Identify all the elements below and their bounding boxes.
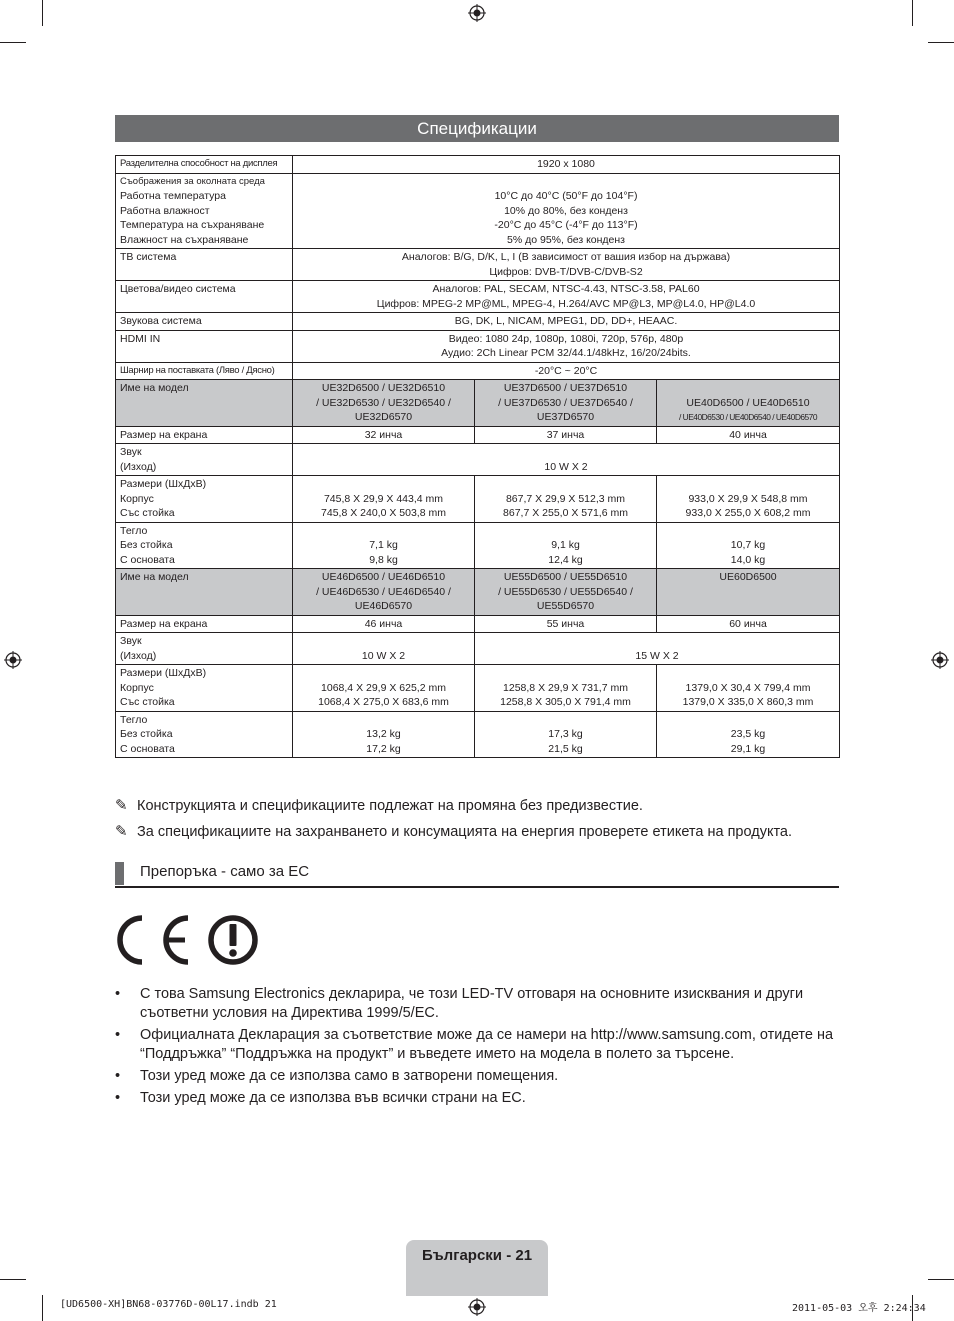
- model-name: UE60D6500: [657, 569, 840, 616]
- spec-label: ТВ система: [116, 249, 293, 281]
- crop-mark: [42, 0, 43, 26]
- page-title: Спецификации: [115, 115, 839, 142]
- crop-mark: [0, 42, 26, 43]
- sound-label: Звук (Изход): [116, 633, 293, 665]
- spec-label: Цветова/видео система: [116, 281, 293, 313]
- table-row: [116, 569, 840, 616]
- dimensions-label: Размери (ШxДxВ) Корпус Със стойка: [116, 665, 293, 712]
- dimensions-value: 933,0 X 29,9 X 548,8 mm 933,0 X 255,0 X 608,2 mm: [657, 476, 840, 523]
- footer-timestamp: 2011-05-03 오후 2:24:34: [792, 1303, 926, 1314]
- spec-value: 1920 x 1080: [293, 156, 840, 174]
- spec-label: Разделителна способност на дисплея: [116, 156, 293, 174]
- size-label: Размер на екрана: [116, 615, 293, 633]
- crop-mark: [42, 1295, 43, 1321]
- model-label: Име на модел: [116, 569, 293, 616]
- section-heading: [115, 862, 839, 888]
- size-value: 55 инча: [475, 615, 657, 633]
- bullet-list: [115, 985, 839, 1111]
- table-row: [116, 281, 840, 313]
- crop-mark: [912, 0, 913, 26]
- spec-table: [115, 155, 840, 758]
- size-value: 60 инча: [657, 615, 840, 633]
- weight-value: 9,1 kg 12,4 kg: [475, 522, 657, 569]
- table-row: [116, 173, 840, 249]
- table-row: [116, 380, 840, 427]
- bullet-dot: •: [115, 1090, 121, 1106]
- spec-label: HDMI IN: [116, 330, 293, 362]
- weight-value: 17,3 kg 21,5 kg: [475, 711, 657, 758]
- model-name: UE55D6500 / UE55D6510 / UE55D6530 / UE55D6540 / UE55D6570: [475, 569, 657, 616]
- list-item: [115, 1026, 839, 1064]
- model-name: UE46D6500 / UE46D6510 / UE46D6530 / UE46D6540 / UE46D6570: [293, 569, 475, 616]
- note: [115, 822, 792, 840]
- spec-value: Аналогов: PAL, SECAM, NTSC-4.43, NTSC-3.58, PAL60 Цифров: MPEG-2 MP@ML, MPEG-4, H.264/AVC MP@L3, MP@L4.0, HP@L4.0: [293, 281, 840, 313]
- page-number: Български - 21: [421, 1247, 533, 1264]
- ce-alert-logo-icon: [115, 912, 261, 968]
- section-bar: [115, 862, 124, 885]
- sound-value: 15 W X 2: [475, 633, 840, 665]
- list-item: [115, 985, 839, 1023]
- table-row: [116, 476, 840, 523]
- spec-value: Аналогов: B/G, D/K, L, I (В зависимост от вашия избор на държава) Цифров: DVB-T/DVB-C/DVB-S2: [293, 249, 840, 281]
- sound-label: Звук (Изход): [116, 444, 293, 476]
- bullet-text: Официалната Декларация за съответствие може да се намери на http://www.samsung.com, отидете на “Поддръжка” “Поддръжка на продукт” и въведете името на модела в полето за търсене.: [140, 1027, 834, 1062]
- pencil-note-icon: ✎: [115, 823, 128, 840]
- note: [115, 796, 643, 814]
- weight-value: 7,1 kg 9,8 kg: [293, 522, 475, 569]
- table-row: [116, 522, 840, 569]
- dimensions-value: 1379,0 X 30,4 X 799,4 mm 1379,0 X 335,0 X 860,3 mm: [657, 665, 840, 712]
- model-name: UE40D6500 / UE40D6510 / UE40D6530 / UE40D6540 / UE40D6570: [657, 380, 840, 427]
- size-value: 37 инча: [475, 426, 657, 444]
- model-name: UE37D6500 / UE37D6510 / UE37D6530 / UE37D6540 / UE37D6570: [475, 380, 657, 427]
- table-row: [116, 313, 840, 331]
- size-value: 46 инча: [293, 615, 475, 633]
- dimensions-value: 1258,8 X 29,9 X 731,7 mm 1258,8 X 305,0 X 791,4 mm: [475, 665, 657, 712]
- bullet-text: Този уред може да се използва във всички страни на ЕС.: [140, 1090, 526, 1106]
- spec-value: BG, DK, L, NICAM, MPEG1, DD, DD+, HEAAC.: [293, 313, 840, 331]
- table-row: [116, 249, 840, 281]
- page-number-tab: [406, 1240, 548, 1296]
- weight-label: Тегло Без стойка С основата: [116, 711, 293, 758]
- size-value: 40 инча: [657, 426, 840, 444]
- table-row: [116, 330, 840, 362]
- table-row: [116, 665, 840, 712]
- dimensions-value: 1068,4 X 29,9 X 625,2 mm 1068,4 X 275,0 X 683,6 mm: [293, 665, 475, 712]
- registration-mark-icon: [931, 651, 949, 669]
- crop-mark: [928, 1279, 954, 1280]
- weight-value: 13,2 kg 17,2 kg: [293, 711, 475, 758]
- table-row: [116, 444, 840, 476]
- sound-value: 10 W X 2: [293, 633, 475, 665]
- bullet-text: С това Samsung Electronics декларира, че този LED-TV отговаря на основните изисквания и други съответни условия на Директива 1999/5/ЕС.: [140, 986, 804, 1021]
- table-row: [116, 615, 840, 633]
- bullet-dot: •: [115, 986, 121, 1002]
- spec-label: Звукова система: [116, 313, 293, 331]
- dimensions-value: 867,7 X 29,9 X 512,3 mm 867,7 X 255,0 X 571,6 mm: [475, 476, 657, 523]
- spec-label: Шарнир на поставката (Ляво / Дясно): [116, 362, 293, 380]
- bullet-dot: •: [115, 1027, 121, 1043]
- size-label: Размер на екрана: [116, 426, 293, 444]
- registration-mark-icon: [468, 1298, 486, 1316]
- crop-mark: [0, 1279, 26, 1280]
- crop-mark: [928, 42, 954, 43]
- spec-value: 10°C до 40°C (50°F до 104°F) 10% до 80%, без конденз -20°C до 45°C (-4°F до 113°F) 5% до 95%, без конденз: [293, 173, 840, 249]
- table-row: [116, 711, 840, 758]
- size-value: 32 инча: [293, 426, 475, 444]
- list-item: [115, 1089, 839, 1108]
- dimensions-value: 745,8 X 29,9 X 443,4 mm 745,8 X 240,0 X 503,8 mm: [293, 476, 475, 523]
- note-text: Конструкцията и спецификациите подлежат на промяна без предизвестие.: [137, 798, 643, 814]
- weight-value: 23,5 kg 29,1 kg: [657, 711, 840, 758]
- registration-mark-icon: [4, 651, 22, 669]
- dimensions-label: Размери (ШxДxВ) Корпус Със стойка: [116, 476, 293, 523]
- table-row: [116, 156, 840, 174]
- table-row: [116, 426, 840, 444]
- bullet-text: Този уред може да се използва само в затворени помещения.: [140, 1068, 559, 1084]
- table-row: [116, 362, 840, 380]
- table-row: [116, 633, 840, 665]
- footer-file-info: [UD6500-XH]BN68-03776D-00L17.indb 21: [60, 1299, 277, 1310]
- spec-value: -20°C ~ 20°C: [293, 362, 840, 380]
- note-text: За спецификациите на захранването и консумацията на енергия проверете етикета на продукта.: [137, 824, 793, 840]
- sound-value: 10 W X 2: [293, 444, 840, 476]
- spec-label: Съображения за околната среда Работна температура Работна влажност Температура на съхраняване Влажност на съхраняване: [116, 173, 293, 249]
- model-name: UE32D6500 / UE32D6510 / UE32D6530 / UE32D6540 / UE32D6570: [293, 380, 475, 427]
- section-title: Препоръка - само за ЕС: [140, 863, 310, 880]
- bullet-dot: •: [115, 1068, 121, 1084]
- spec-value: Видео: 1080 24p, 1080p, 1080i, 720p, 576p, 480p Аудио: 2Ch Linear PCM 32/44.1/48kHz, 16/20/24bits.: [293, 330, 840, 362]
- list-item: [115, 1067, 839, 1086]
- weight-value: 10,7 kg 14,0 kg: [657, 522, 840, 569]
- model-label: Име на модел: [116, 380, 293, 427]
- registration-mark-icon: [468, 4, 486, 22]
- weight-label: Тегло Без стойка С основата: [116, 522, 293, 569]
- pencil-note-icon: ✎: [115, 797, 128, 814]
